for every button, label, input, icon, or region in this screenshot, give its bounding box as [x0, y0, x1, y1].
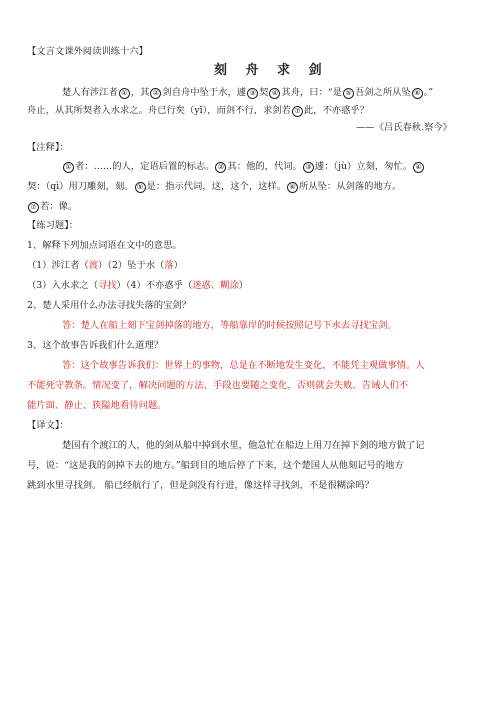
note-line-1: ① 者：……的人，定语后置的标志。 ② 其：他的，代词。 ③ 遽：（jù）立刻，匆忙。 ④ — [62, 161, 425, 173]
translation-line-3: 跳到水里寻找剑。 船已经航行了，但是剑没有行进，像这样寻找剑，不是很糊涂吗？ — [27, 480, 374, 491]
translation-line-1: 楚国有个渡江的人，他的剑从船中掉到水里，他急忙在船边上用刀在掉下剑的地方做了记 — [62, 440, 425, 451]
note-line-3: ⑦ 若：像。 — [27, 201, 77, 213]
exercises-heading: 【练习题】： — [27, 220, 79, 231]
exercise-header: 【文言文课外阅读训练十六】 — [27, 46, 148, 57]
answer-question-3-line-1: 答：这个故事告诉我们：世界上的事物，总是在不断地发生变化，不能凭主观做事情。人 — [62, 360, 425, 371]
note-marker-5: ⑤ — [343, 88, 354, 99]
answer-4: 迷惑、糊涂 — [192, 280, 239, 291]
note-marker-4: ④ — [269, 88, 280, 99]
note-marker-2: ② — [150, 88, 161, 99]
question-1-row-1: （1）涉江者（渡）（2）坠于水（落） — [27, 260, 183, 271]
note-line-2: 契：（qì）用刀雕刻，刻。 ⑤ 是：指示代词，这，这个，这样。 ⑥ 所从坠：从剑落的地方。 — [27, 181, 402, 192]
answer-1: 渡 — [88, 260, 99, 271]
notes-heading: 【注释】： — [27, 142, 69, 153]
note-marker-7: ⑦ — [292, 106, 303, 117]
answer-3: 寻找 — [98, 280, 117, 291]
note-marker-3: ③ — [247, 88, 258, 99]
answer-question-2: 答：楚人在船上刻下宝剑掉落的地方，等船靠岸的时候按照记号下水去寻找宝剑。 — [62, 320, 397, 331]
passage-source: ——《吕氏春秋.察今》 — [356, 122, 452, 133]
translation-line-2: 号，说：“这是我的剑掉下去的地方。”船到目的地后停了下来，这个楚国人从他刻记号的地方 — [27, 460, 404, 471]
passage-line-1: 楚人有涉江者 ① ，其 ② 剑自舟中坠于水，遽 ③ 契 ④ 其舟，曰：“是 ⑤ 吾剑之所从坠 ⑥ 。” — [62, 87, 434, 98]
passage-title: 刻 舟 求 剑 — [214, 63, 329, 78]
note-marker-1: ① — [119, 88, 130, 99]
question-2: 2、楚人采用什么办法寻找失落的宝剑？ — [27, 300, 191, 311]
question-3: 3、这个故事告诉我们什么道理？ — [27, 340, 164, 351]
answer-question-3-line-3: 能片面、静止、狭隘地看待问题。 — [27, 400, 167, 411]
answer-question-3-line-2: 不能死守教条。情况变了，解决问题的方法、手段也要随之变化，否则就会失败。告诫人们不 — [27, 380, 409, 391]
question-1: 1、解释下列加点词语在文中的意思。 — [27, 240, 182, 251]
passage-line-2: 舟止，从其所契者入水求之。舟已行矣（yǐ），而剑不行，求剑若 ⑦ 此，不亦惑乎？ — [27, 105, 369, 116]
note-marker-6: ⑥ — [412, 88, 423, 99]
answer-2: 落 — [164, 260, 174, 271]
translation-heading: 【译文】： — [27, 420, 69, 431]
question-1-row-2: （3）入水求之（寻找）（4）不亦惑乎（迷惑、糊涂） — [27, 280, 249, 291]
